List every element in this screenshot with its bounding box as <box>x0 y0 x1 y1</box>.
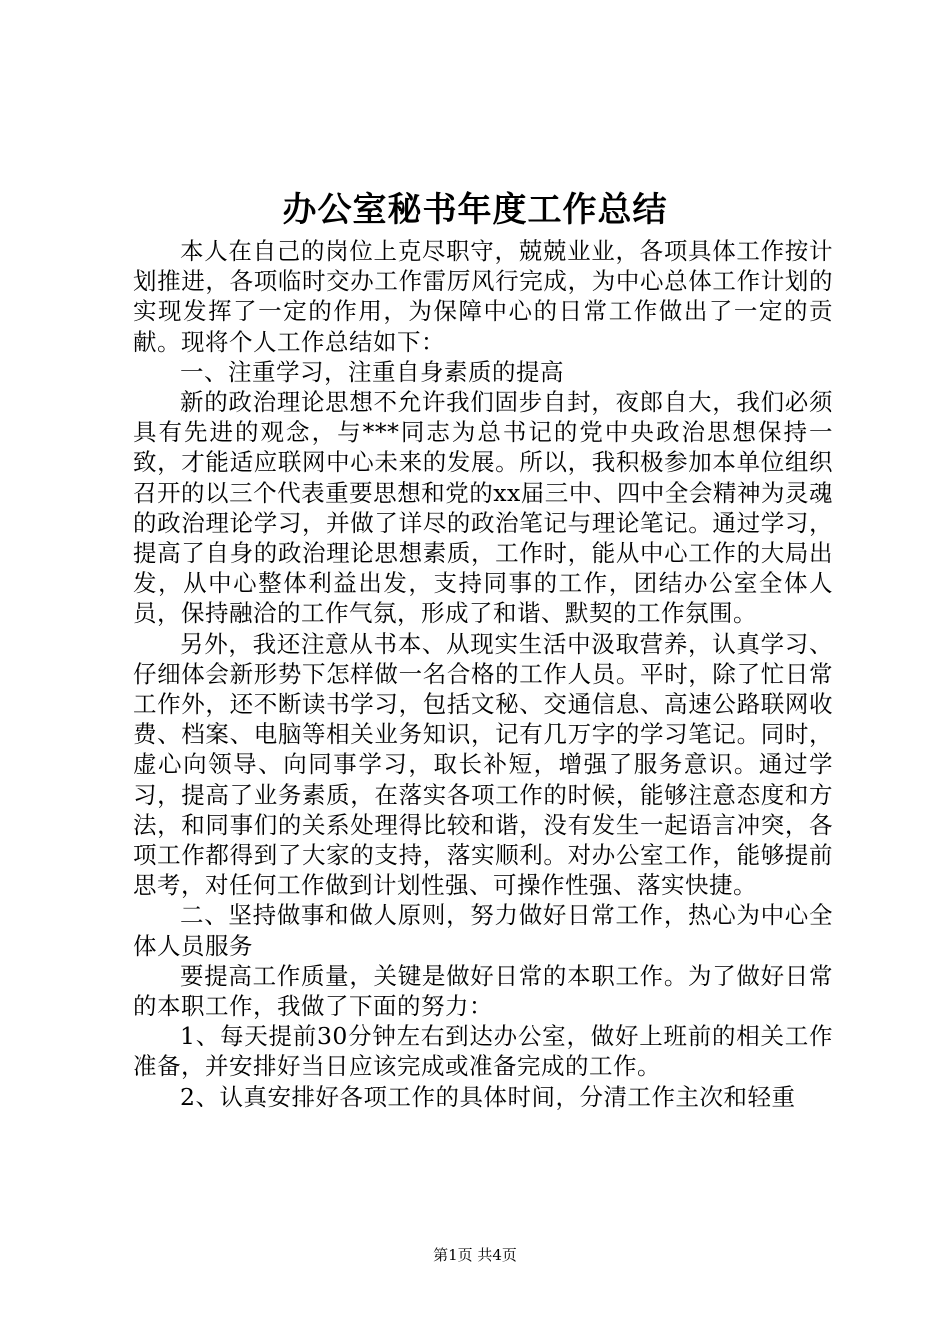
page-footer: 第1页 共4页 <box>433 1246 517 1264</box>
paragraph-intro: 本人在自己的岗位上克尽职守，兢兢业业，各项具体工作按计划推进，各项临时交办工作雷厉风行完成，为中心总体工作计划的实现发挥了一定的作用，为保障中心的日常工作做出了一定的贡献。现将个人工作总结如下： <box>133 237 833 356</box>
paragraph-daily-work: 要提高工作质量，关键是做好日常的本职工作。为了做好日常的本职工作，我做了下面的努力： <box>133 961 833 1021</box>
document-body <box>133 236 833 1112</box>
document-title: 办公室秘书年度工作总结 <box>282 190 668 230</box>
section-heading-1: 一、注重学习，注重自身素质的提高 <box>180 357 564 386</box>
paragraph-self-study: 另外，我还注意从书本、从现实生活中汲取营养，认真学习、仔细体会新形势下怎样做一名合格的工作人员。平时，除了忙日常工作外，还不断读书学习，包括文秘、交通信息、高速公路联网收费、档案、电脑等相关业务知识，记有几万字的学习笔记。同时，虚心向领导、向同事学习，取长补短，增强了服务意识。通过学习，提高了业务素质，在落实各项工作的时候，能够注意态度和方法，和同事们的关系处理得比较和谐，没有发生一起语言冲突，各项工作都得到了大家的支持，落实顺利。对办公室工作，能够提前思考，对任何工作做到计划性强、可操作性强、落实快捷。 <box>133 629 833 900</box>
paragraph-political-study: 新的政治理论思想不允许我们固步自封，夜郎自大，我们必须具有先进的观念，与***同志为总书记的党中央政治思想保持一致，才能适应联网中心未来的发展。所以，我积极参加本单位组织召开的以三个代表重要思想和党的xx届三中、四中全会精神为灵魂的政治理论学习，并做了详尽的政治笔记与理论笔记。通过学习，提高了自身的政治理论思想素质，工作时，能从中心工作的大局出发，从中心整体利益出发，支持同事的工作，团结办公室全体人员，保持融洽的工作气氛，形成了和谐、默契的工作氛围。 <box>133 388 833 628</box>
list-item-1: 1、每天提前30分钟左右到达办公室，做好上班前的相关工作准备，并安排好当日应该完成或准备完成的工作。 <box>133 1022 833 1081</box>
list-item-2: 2、认真安排好各项工作的具体时间，分清工作主次和轻重 <box>180 1082 796 1111</box>
section-heading-2: 二、坚持做事和做人原则，努力做好日常工作，热心为中心全体人员服务 <box>133 901 833 960</box>
